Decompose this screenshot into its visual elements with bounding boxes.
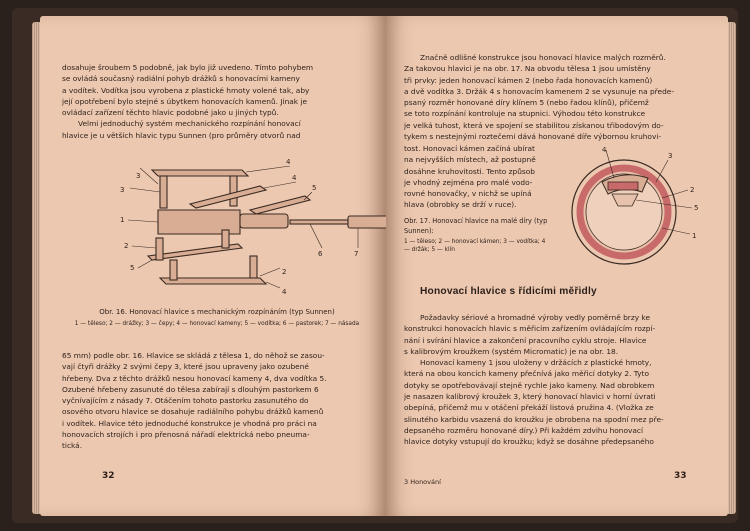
bottom-pin	[156, 238, 163, 260]
figure-16-legend: 1 — těleso; 2 — drážky; 3 — čepy; 4 — honovací kameny; 5 — vodítka; 6 — pastorek; 7 — násada	[74, 321, 360, 327]
text-line: vají čtyři drážky 2 svými čepy 3, které jsou upraveny jako ozubené	[62, 362, 309, 372]
body-shaft	[240, 214, 288, 228]
fig16-label: 6	[318, 250, 323, 258]
fig16-label: 5	[130, 264, 135, 272]
fig17-label: 4	[602, 146, 607, 154]
text-line: honovacích strojích i pro přenosná nářadí elektrická nebo pneuma-	[62, 430, 310, 440]
left-bottom-paragraph	[62, 350, 372, 452]
fig16-label: 4	[282, 288, 287, 296]
text-line: na nejvyšších místech, až postupně	[404, 155, 536, 165]
text-line: Značně odlišné konstrukce jsou honovací hlavice malých rozměrů.	[420, 53, 666, 62]
bottom-pin	[170, 260, 177, 280]
fig17-label: 2	[690, 186, 695, 194]
section-heading: Honovací hlavice s řídicími měřidly	[420, 286, 597, 297]
text-line: která na obou koncích kameny přečnívá jako měřicí dotyky 2. Tyto	[404, 369, 649, 379]
page-number-right: 33	[674, 471, 687, 481]
figure-16-caption: Obr. 16. Honovací hlavice s mechanickým rozpínáním (typ Sunnen)	[99, 308, 335, 316]
text-line: tykem s nestejnými roztečemi dává honované díře výbornou kruhovi-	[404, 132, 662, 142]
figure-17-caption: Obr. 17. Honovací hlavice na malé díry (typ Sunnen):	[404, 217, 548, 235]
text-line: Ozubené hřebeny zasunuté do tělesa zabírají s dlouhým pastorkem 6	[62, 384, 319, 394]
text-line: psaný rozměr honované díry klínem 5 (nebo řadou klínů), přičemž	[404, 98, 649, 108]
fig16-label: 4	[286, 158, 291, 166]
open-book	[12, 8, 738, 523]
right-page	[386, 16, 728, 516]
text-line: nání i svírání hlavice a zakončení pracovního cyklu stroje. Hlavice	[404, 335, 647, 345]
honing-stone-2	[608, 182, 638, 190]
text-line: hřebeny. Dva z těchto drážků nesou honovací kameny 4, dva vodítka 5.	[62, 373, 327, 383]
handle-shank	[348, 216, 386, 228]
text-line: hlava (obrobky se drží v ruce).	[404, 200, 517, 210]
page-number-left: 32	[102, 471, 115, 481]
text-line: 65 mm) podle obr. 16. Hlavice se skládá z tělesa 1, do něhož se zasou-	[62, 351, 325, 360]
left-top-paragraph	[62, 62, 372, 141]
fig16-label: 1	[120, 216, 125, 224]
fig16-label: 2	[124, 242, 129, 250]
fig16-label: 3	[120, 186, 125, 194]
fig17-label: 5	[694, 204, 699, 212]
fig17-label: 1	[692, 232, 697, 240]
text-line: je velká tuhost, která ve spojení se stabilitou získanou třibodovým do-	[404, 120, 664, 130]
guide-strip	[250, 196, 310, 214]
top-groove-plate	[152, 170, 248, 176]
text-line: osového otvoru hlavice se dosahuje radiálního pohybu drážků kamenů	[62, 407, 324, 417]
text-line: Za takovou hlavici je na obr. 17. Na obvodu tělesa 1 jsou umístěny	[404, 64, 651, 74]
honing-stone-strip	[190, 186, 266, 208]
fig17-label: 3	[668, 152, 673, 160]
text-line: tři prvky: jeden honovací kámen 2 (nebo řada honovacích kamenů)	[404, 75, 653, 85]
text-line: konstrukci honovacích hlavic s měřicím zařízením ovládajícím rozpí-	[404, 324, 656, 334]
text-line: tost. Honovací kámen začíná ubírat	[404, 144, 535, 153]
text-line: obepíná, přičemž mu v otáčení překáží listová pružina 4. (Vložka ze	[404, 403, 654, 413]
figure-17-legend: 1 — těleso; 2 — honovací kámen; 3 — vodítka; 4 — držák; 5 — klín	[404, 239, 546, 253]
text-line: vyčnívajícím z násady 7. Otáčením tohoto pastorku zasunutého do	[62, 396, 309, 406]
text-line: depsaného rozměru honované díry.) Při každém zdvihu honovací	[404, 425, 644, 435]
right-narrow-paragraph	[404, 143, 564, 211]
top-pin	[230, 176, 237, 206]
top-pin	[160, 176, 167, 208]
text-line: a dvě vodítka 3. Držák 4 s honovacím kamenem 2 se vysunuje na přede-	[404, 86, 674, 96]
text-line: je vhodný zejména pro malé vodo-	[404, 177, 533, 187]
text-line: a vodítek. Vodítka jsou vyrobena z plastické hmoty volené tak, aby	[62, 85, 310, 95]
fig16-label: 4	[292, 174, 297, 182]
left-page	[40, 16, 386, 516]
text-line: se toto rozpínání kontroluje na stupnici. Výhodou této konstrukce	[404, 109, 646, 119]
text-line: dotyky se opotřebovávají stejně rychle jako kameny. Nad obrobkem	[404, 380, 655, 390]
text-line: tická.	[62, 441, 83, 451]
text-line: i vodítek. Hlavice této jednoduché konstrukce je vhodná pro práci na	[62, 418, 317, 428]
text-line: dosáhne kruhovitosti. Tento způsob	[404, 166, 535, 176]
text-line: dosahuje šroubem 5 podobně, jak bylo již uvedeno. Tímto pohybem	[62, 63, 314, 72]
right-top-paragraph	[404, 52, 716, 142]
text-line: Velmi jednoduchý systém mechanického rozpínání honovací	[78, 119, 301, 129]
text-line: je nasazen kalibrový kroužek 3, který honovací hlavici v horní úvrati	[404, 392, 656, 402]
bottom-pin	[222, 230, 229, 248]
text-line: rovné honovačky, v nichž se upíná	[404, 189, 532, 199]
text-line: se ovládá současný radiální pohyb drážků s honovacími kameny	[62, 74, 300, 84]
right-page-edges	[728, 22, 736, 514]
text-line: slinutého karbidu vsazená do kroužku je obrobena na spodní mez pře-	[404, 414, 664, 424]
fig16-label: 3	[136, 172, 141, 180]
text-line: Honovací kameny 1 jsou uloženy v držácích z plastické hmoty,	[420, 358, 652, 368]
text-line: hlavice dotyky vstupují do kroužku; když se dosáhne předepsaného	[404, 437, 654, 447]
text-line: hlavice je u větších hlavic typu Sunnen (pro průměry otvorů nad	[62, 130, 301, 140]
text-line: její opotřebení bylo stejné s úbytkem honovacích kamenů. Jinak je	[62, 96, 308, 106]
right-bottom-paragraph	[404, 312, 716, 448]
fig16-label: 2	[282, 268, 287, 276]
figure-16-diagram	[90, 148, 386, 304]
chapter-footer: 3 Honování	[404, 478, 441, 486]
fig16-label: 5	[312, 184, 317, 192]
fig16-label: 7	[354, 250, 359, 258]
pinion	[290, 220, 348, 224]
text-line: s kalibrovým kroužkem (systém Micromatic) je na obr. 18.	[404, 346, 619, 356]
text-line: ovládací zařízení těchto hlavic podobné jako u jiných typů.	[62, 108, 279, 118]
figure-17-diagram	[562, 146, 712, 272]
text-line: Požadavky sériové a hromadné výroby vedly poměrně brzy ke	[420, 313, 650, 322]
bottom-pin	[250, 256, 257, 278]
